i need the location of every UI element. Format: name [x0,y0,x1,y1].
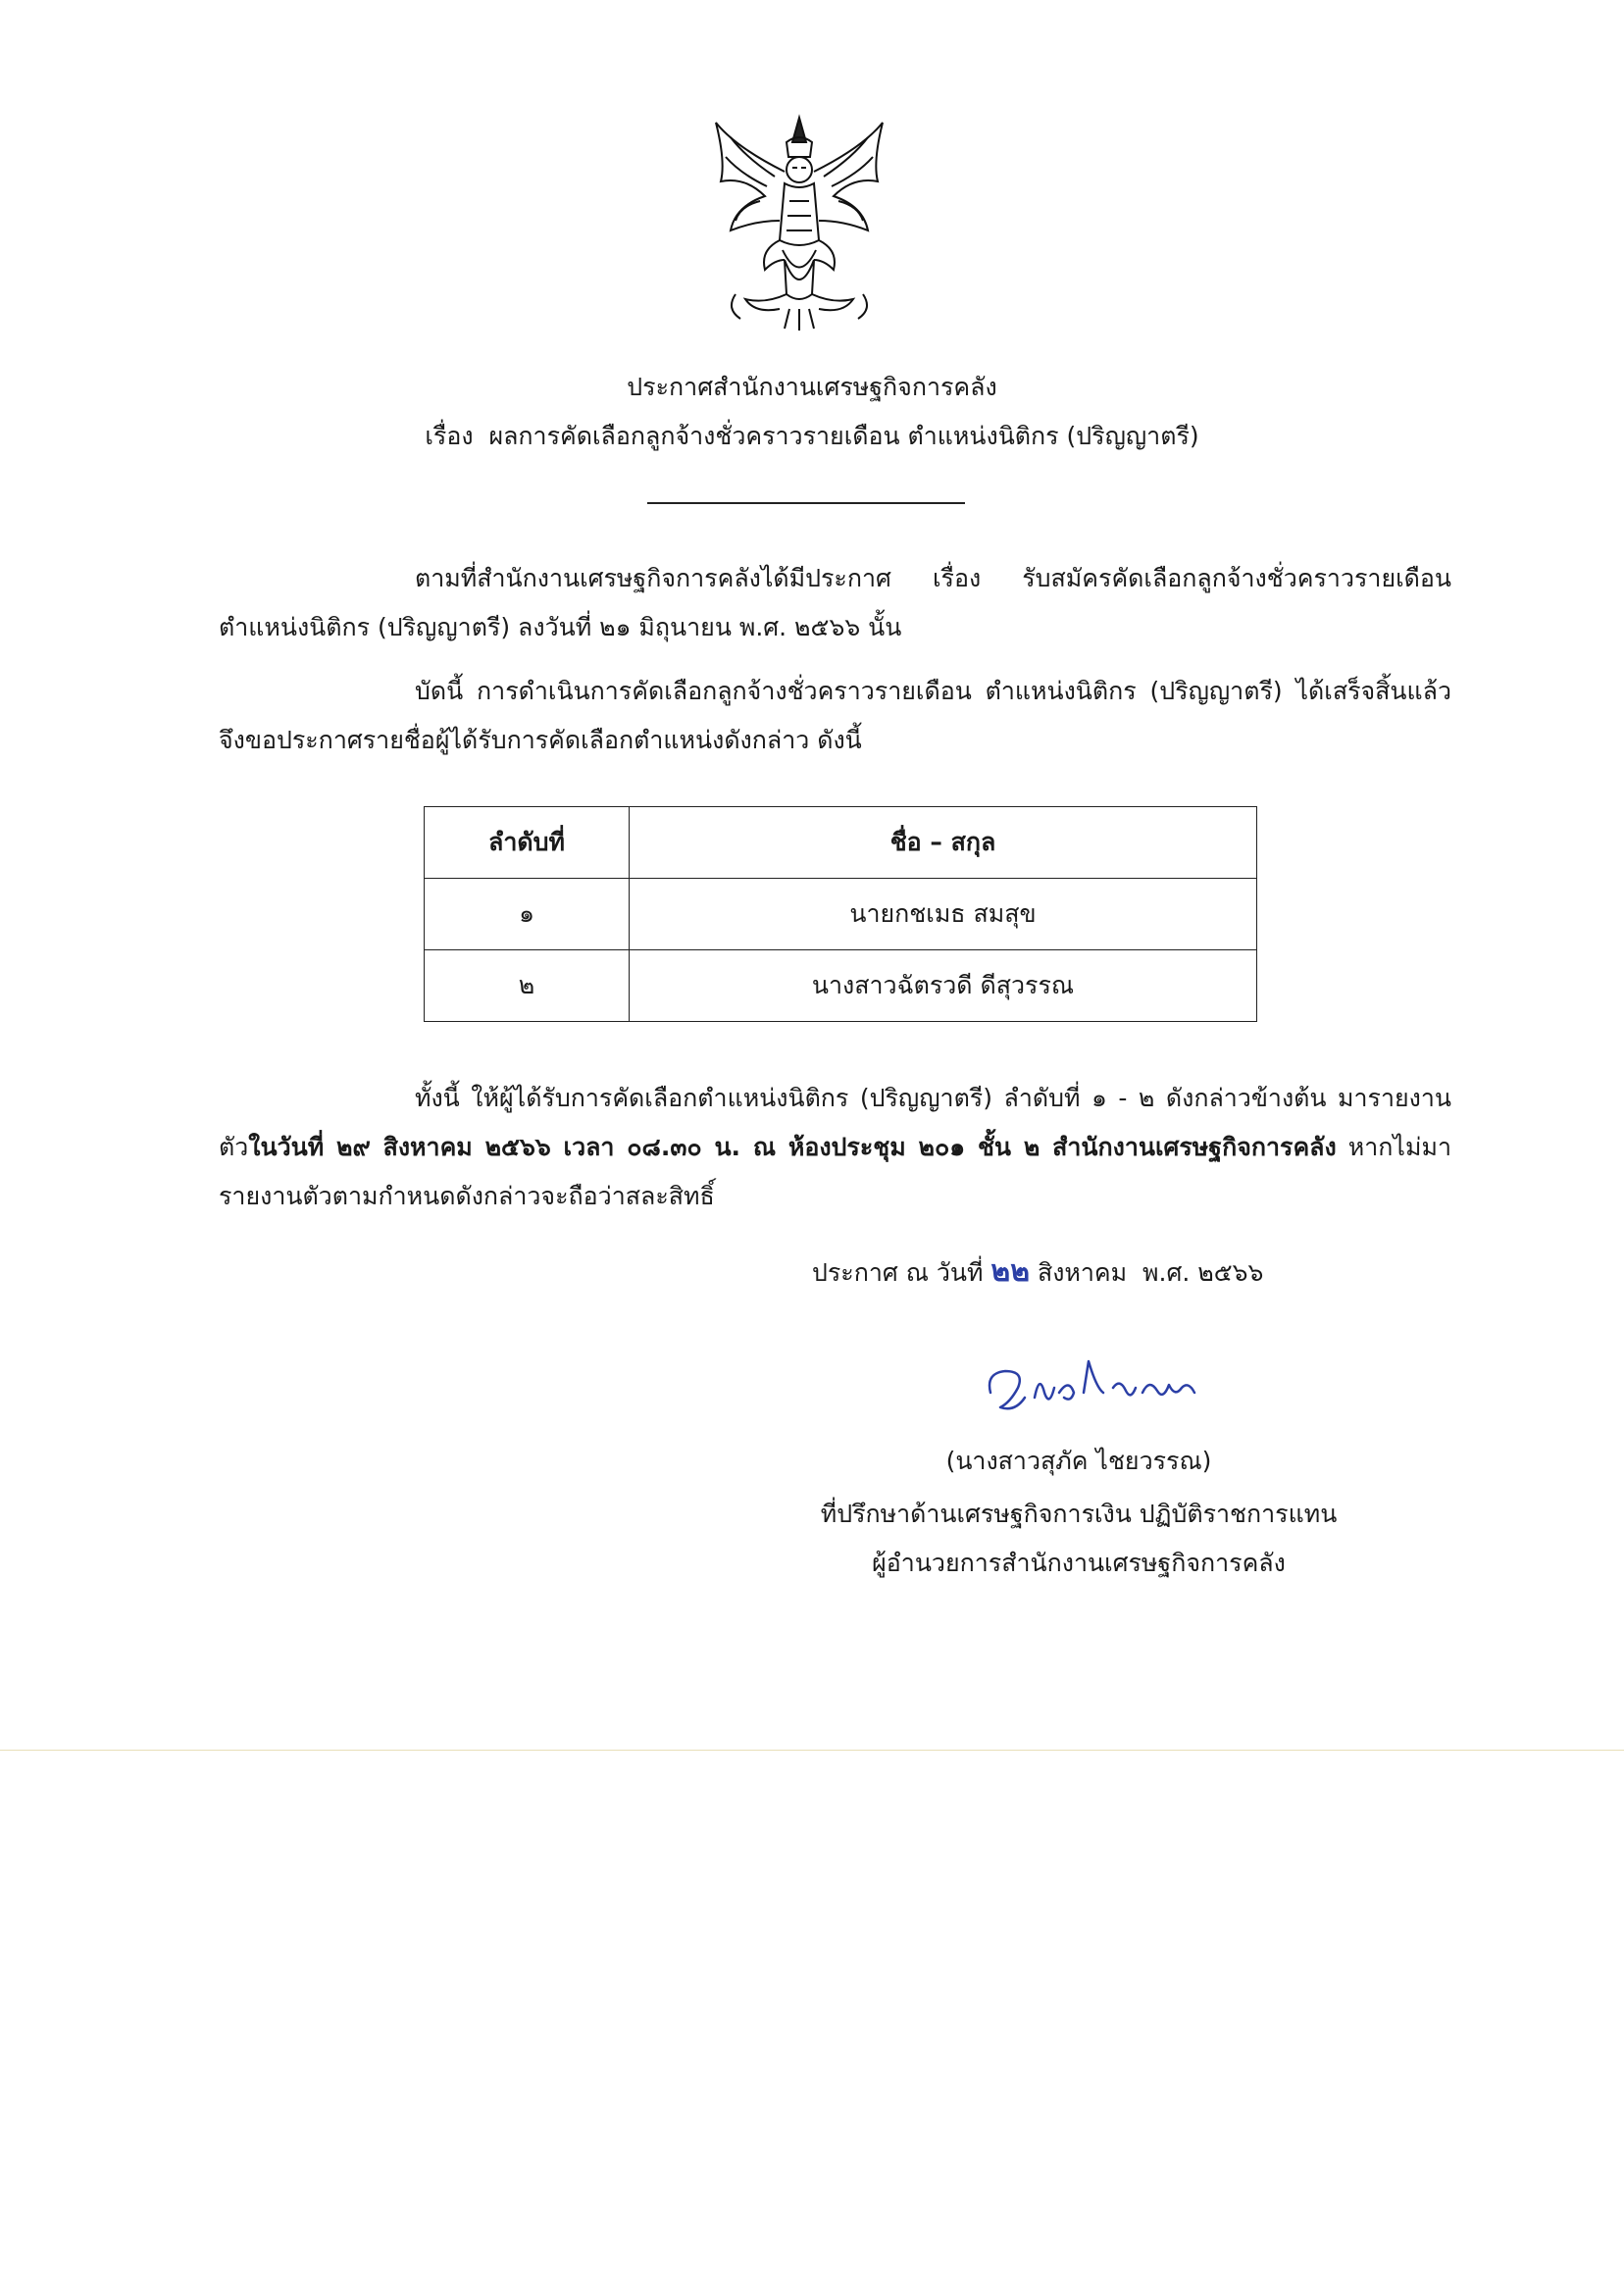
signer-position: ที่ปรึกษาด้านเศรษฐกิจการเงิน ปฏิบัติราชการแทน [820,1500,1338,1528]
table-header-row [425,807,1257,879]
date-day: ๒๒ [990,1254,1030,1289]
paragraph-report-instructions [219,1074,1451,1221]
row-order: ๒ [425,950,630,1022]
announcement-title: ประกาศสำนักงานเศรษฐกิจการคลัง [627,373,997,401]
announcement-subject [0,420,1624,453]
announcement-date [812,1252,1263,1293]
subject-label: เรื่อง [425,422,474,450]
row-name: นางสาวฉัตรวดี ดีสุวรรณ [630,950,1257,1022]
selected-candidates-table [424,806,1257,1022]
row-order: ๑ [425,879,630,950]
paragraph-completion [219,667,1451,765]
signer-organization: ผู้อำนวยการสำนักงานเศรษฐกิจการคลัง [872,1549,1286,1577]
page-bottom-edge [0,1750,1624,1751]
title-divider [647,502,965,504]
paragraph-reference-text: ตามที่สำนักงานเศรษฐกิจการคลังได้มีประกาศ เรื่อง รับสมัครคัดเลือกลูกจ้างชั่วคราวรายเดือน ตำแหน่งนิติกร (ปริญญาตรี) ลงวันที่ ๒๑ มิถุนายน พ.ศ. ๒๕๖๖ นั้น [219,564,1451,641]
signer-name: (นางสาวสุภัค ไชยวรรณ) [945,1447,1212,1475]
handwritten-signature [981,1353,1206,1422]
table-row [425,950,1257,1022]
column-header-order: ลำดับที่ [425,807,630,879]
table-row [425,879,1257,950]
garuda-emblem [706,113,892,333]
report-text-end: หากไม่มารายงานตัวตามกำหนดดังกล่าวจะถือว่าสละสิทธิ์ [219,1133,1451,1210]
paragraph-reference [219,554,1451,652]
report-text-start: ทั้งนี้ ให้ผู้ได้รับการคัดเลือกตำแหน่งนิติกร (ปริญญาตรี) ลำดับที่ ๑ - ๒ ดังกล่าวข้างต้น มารายงานตัว [219,1084,1451,1161]
paragraph-completion-text: บัดนี้ การดำเนินการคัดเลือกลูกจ้างชั่วคราวรายเดือน ตำแหน่งนิติกร (ปริญญาตรี) ได้เสร็จสิ้นแล้ว จึงขอประกาศรายชื่อผู้ได้รับการคัดเลือกตำแหน่งดังกล่าว ดังนี้ [219,677,1451,754]
date-prefix: ประกาศ ณ วันที่ [812,1258,984,1287]
subject-text: ผลการคัดเลือกลูกจ้างชั่วคราวรายเดือน ตำแหน่งนิติกร (ปริญญาตรี) [488,422,1199,450]
date-year: พ.ศ. ๒๕๖๖ [1142,1258,1264,1287]
date-month: สิงหาคม [1037,1258,1128,1287]
report-date-location: ในวันที่ ๒๙ สิงหาคม ๒๕๖๖ เวลา ๐๘.๓๐ น. ณ ห้องประชุม ๒๐๑ ชั้น ๒ สำนักงานเศรษฐกิจการคลัง [248,1133,1337,1161]
row-name: นายกชเมธ สมสุข [630,879,1257,950]
column-header-name: ชื่อ – สกุล [630,807,1257,879]
